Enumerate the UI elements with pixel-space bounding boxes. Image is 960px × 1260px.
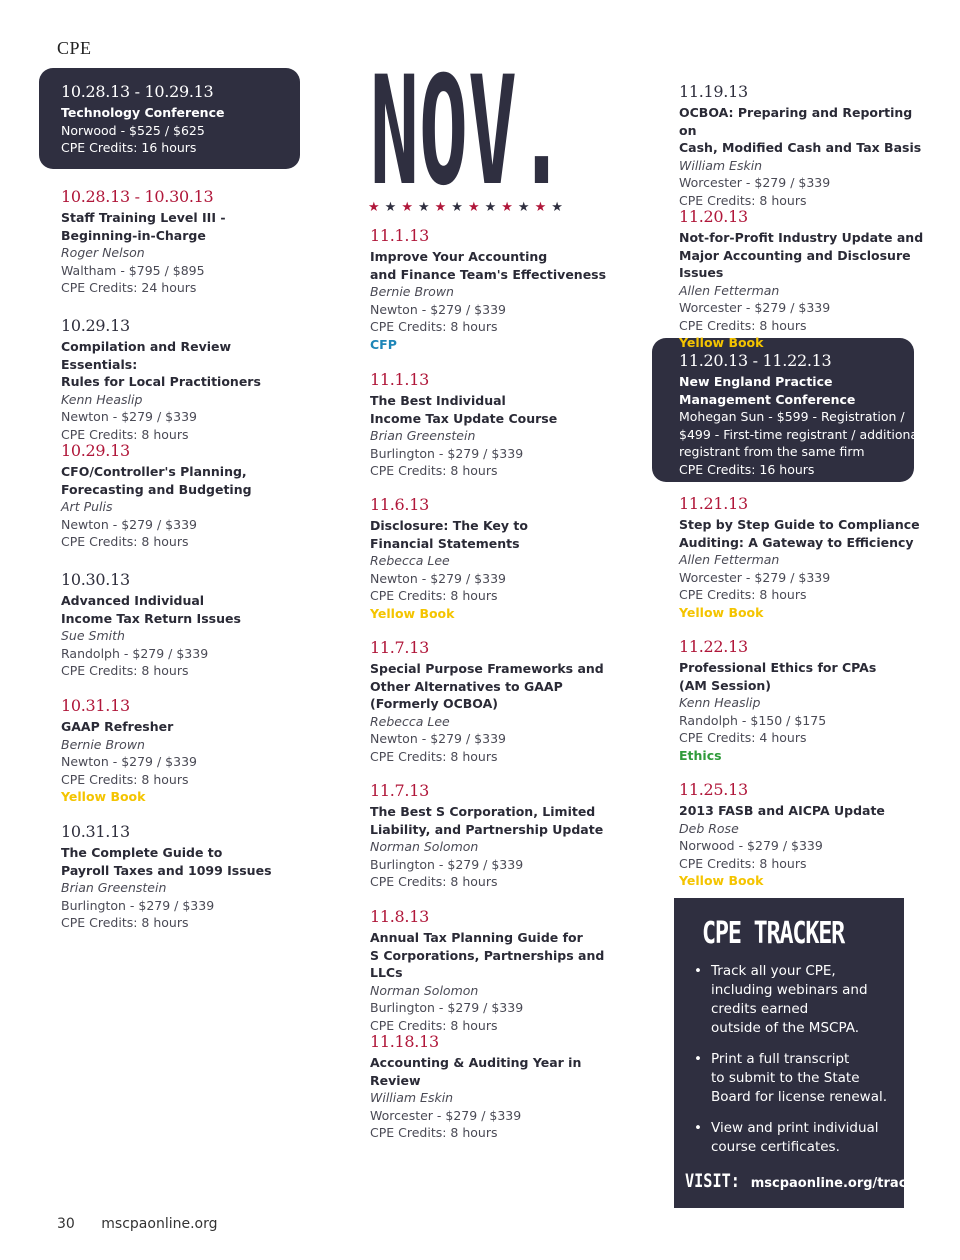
page-number: 30 [57,1216,75,1232]
event-location-price: Burlington - $279 / $339 [61,897,215,913]
event-tag: Yellow Book [679,335,764,350]
page-footer [57,1216,218,1232]
event-location-price: Newton - $279 / $339 [370,570,506,586]
event-listing [679,637,929,764]
event-credits: CPE Credits: 8 hours [61,534,189,549]
event-presenter: Allen Fetterman [679,552,780,567]
event-date: 11.20.13 - 11.22.13 [679,351,832,370]
event-location-price: Mohegan Sun - $599 - Registration / $499 - First-time registrant / additional registrant from the same firm [679,409,922,459]
event-presenter: Roger Nelson [61,245,145,260]
event-location-price: Norwood - $525 / $625 [61,122,205,138]
event-date: 11.20.13 [679,207,748,226]
event-listing [370,781,620,891]
event-title: Annual Tax Planning Guide for S Corporations, Partnerships and LLCs [370,930,605,980]
event-credits: CPE Credits: 8 hours [370,463,498,478]
visit-label: VISIT: [685,1170,740,1192]
event-credits: CPE Credits: 8 hours [370,874,498,889]
event-presenter: Rebecca Lee [370,713,450,729]
tracker-title: CPE TRACKER [702,916,845,951]
event-location-price: Waltham - $795 / $895 [61,262,205,278]
event-title: GAAP Refresher [61,719,174,734]
tracker-item: • Print a full transcript to submit to the State Board for license renewal. [700,1050,895,1107]
event-title: Not-for-Profit Industry Update and Major Accounting and Disclosure Issues [679,230,924,280]
tracker-item: • View and print individual course certificates. [700,1119,895,1157]
event-title: Disclosure: The Key to Financial Statements [370,518,528,551]
event-date: 11.1.13 [370,226,429,245]
footer-link[interactable]: mscpaonline.org [101,1216,218,1232]
event-presenter: Kenn Heaslip [61,391,143,407]
event-title: Step by Step Guide to Compliance Auditing: A Gateway to Efficiency [679,517,920,550]
event-listing [370,226,620,353]
star-icon: ★ [401,200,418,215]
event-date: 11.21.13 [679,494,748,513]
event-listing [61,82,311,157]
event-date: 11.18.13 [370,1032,439,1051]
star-icon: ★ [384,200,402,215]
event-credits: CPE Credits: 8 hours [61,915,189,930]
event-presenter: Brian Greenstein [61,880,167,895]
event-title: 2013 FASB and AICPA Update [679,803,885,818]
event-listing [61,822,311,932]
event-location-price: Burlington - $279 / $339 [370,1000,524,1015]
event-credits: CPE Credits: 16 hours [679,461,815,477]
star-icon: ★ [551,200,568,215]
event-listing [370,907,620,1034]
event-date: 11.7.13 [370,781,429,800]
event-title: The Complete Guide to Payroll Taxes and 1099 Issues [61,845,272,878]
event-credits: CPE Credits: 24 hours [61,280,197,295]
event-presenter: Kenn Heaslip [679,695,761,710]
event-title: The Best Individual Income Tax Update Course [370,393,558,426]
event-presenter: Norman Solomon [370,839,479,854]
event-credits: CPE Credits: 8 hours [61,771,189,787]
event-listing [679,351,929,478]
event-title: Professional Ethics for CPAs (AM Session) [679,660,877,693]
event-presenter: Bernie Brown [370,284,454,299]
event-credits: CPE Credits: 8 hours [370,319,498,334]
event-title: Accounting & Auditing Year in Review [370,1055,582,1088]
event-credits: CPE Credits: 16 hours [61,140,197,155]
event-presenter: William Eskin [679,157,763,173]
event-listing [370,1032,620,1142]
star-icon: ★ [501,200,518,215]
tracker-list [684,962,895,1169]
event-location-price: Newton - $279 / $339 [61,516,197,532]
event-credits: CPE Credits: 4 hours [679,730,807,745]
tracker-link[interactable]: mscpaonline.org/tracker [750,1176,930,1191]
event-credits: CPE Credits: 8 hours [679,192,807,208]
event-presenter: William Eskin [370,1090,454,1105]
event-location-price: Newton - $279 / $339 [370,731,506,746]
star-icon: ★ [534,200,552,215]
event-location-price: Newton - $279 / $339 [370,301,506,317]
event-presenter: Allen Fetterman [679,282,780,298]
event-title: Compilation and Review Essentials: Rules for Local Practitioners [61,339,261,389]
event-credits: CPE Credits: 8 hours [61,663,189,678]
event-credits: CPE Credits: 8 hours [61,426,189,442]
event-credits: CPE Credits: 8 hours [370,588,498,603]
tracker-item: • Track all your CPE, including webinars and credits earned outside of the MSCPA. [700,962,895,1038]
event-tag: Yellow Book [679,604,764,620]
event-date: 10.28.13 - 10.30.13 [61,187,214,206]
event-location-price: Randolph - $279 / $339 [61,645,209,661]
star-icon: ★ [417,200,435,215]
event-listing [679,780,929,890]
event-title: Staff Training Level III - Beginning-in-Charge [61,210,226,243]
event-listing [679,494,929,621]
event-location-price: Newton - $279 / $339 [61,754,197,769]
event-credits: CPE Credits: 8 hours [679,855,807,871]
event-date: 10.31.13 [61,822,130,841]
event-location-price: Worcester - $279 / $339 [370,1107,522,1123]
event-location-price: Newton - $279 / $339 [61,409,197,424]
event-location-price: Burlington - $279 / $339 [370,445,524,461]
event-date: 11.6.13 [370,495,429,514]
month-heading [370,65,610,195]
event-listing [679,82,929,209]
event-presenter: Brian Greenstein [370,428,476,443]
month-heading-text: NOV. [370,65,566,195]
event-date: 11.25.13 [679,780,748,799]
event-location-price: Worcester - $279 / $339 [679,569,831,585]
event-date: 11.7.13 [370,638,429,657]
event-listing [370,370,620,480]
event-date: 11.22.13 [679,637,748,656]
event-listing [61,316,311,443]
event-tag: Ethics [679,747,722,763]
event-location-price: Burlington - $279 / $339 [370,856,524,872]
event-title: New England Practice Management Conference [679,374,856,407]
event-date: 11.19.13 [679,82,748,101]
event-date: 11.1.13 [370,370,429,389]
event-date: 10.29.13 [61,316,130,335]
section-label: CPE [57,38,92,58]
event-credits: CPE Credits: 8 hours [679,317,807,333]
event-presenter: Art Pulis [61,499,113,514]
event-credits: CPE Credits: 8 hours [370,748,498,764]
star-icon: ★ [368,200,385,215]
event-credits: CPE Credits: 8 hours [370,1017,498,1033]
event-listing [61,187,311,297]
event-listing [679,207,929,352]
star-icon: ★ [434,200,452,215]
event-title: CFO/Controller's Planning, Forecasting and Budgeting [61,464,252,497]
event-credits: CPE Credits: 8 hours [370,1125,498,1140]
event-title: The Best S Corporation, Limited Liability, and Partnership Update [370,804,604,837]
event-date: 11.8.13 [370,907,429,926]
event-date: 10.31.13 [61,696,130,715]
event-tag: CFP [370,336,397,352]
event-title: Advanced Individual Income Tax Return Issues [61,593,241,626]
event-location-price: Worcester - $279 / $339 [679,175,831,190]
event-presenter: Rebecca Lee [370,553,450,568]
event-title: Improve Your Accounting and Finance Team's Effectiveness [370,249,607,282]
event-tag: Yellow Book [679,873,764,888]
star-icon: ★ [517,200,535,215]
event-location-price: Randolph - $150 / $175 [679,712,827,728]
event-presenter: Deb Rose [679,820,739,836]
event-location-price: Norwood - $279 / $339 [679,838,823,853]
event-title: Special Purpose Frameworks and Other Alternatives to GAAP (Formerly OCBOA) [370,661,604,711]
event-listing [370,638,620,765]
event-tag: Yellow Book [370,605,455,621]
event-presenter: Norman Solomon [370,982,479,998]
tracker-visit [685,1170,930,1192]
event-presenter: Bernie Brown [61,736,145,752]
star-icon: ★ [467,200,485,215]
event-listing [61,570,311,680]
cpe-tracker-panel [674,898,930,1208]
event-location-price: Worcester - $279 / $339 [679,300,831,315]
event-title: Technology Conference [61,105,225,120]
event-tag: Yellow Book [61,789,146,804]
event-date: 10.30.13 [61,570,130,589]
event-presenter: Sue Smith [61,628,125,643]
event-credits: CPE Credits: 8 hours [679,587,807,602]
star-icon: ★ [451,200,468,215]
event-date: 10.28.13 - 10.29.13 [61,82,214,101]
star-icon: ★ [484,200,502,215]
star-divider [368,200,568,215]
event-title: OCBOA: Preparing and Reporting on Cash, Modified Cash and Tax Basis [679,105,922,155]
event-listing [61,441,311,551]
event-listing [61,696,311,806]
event-listing [370,495,620,622]
event-date: 10.29.13 [61,441,130,460]
